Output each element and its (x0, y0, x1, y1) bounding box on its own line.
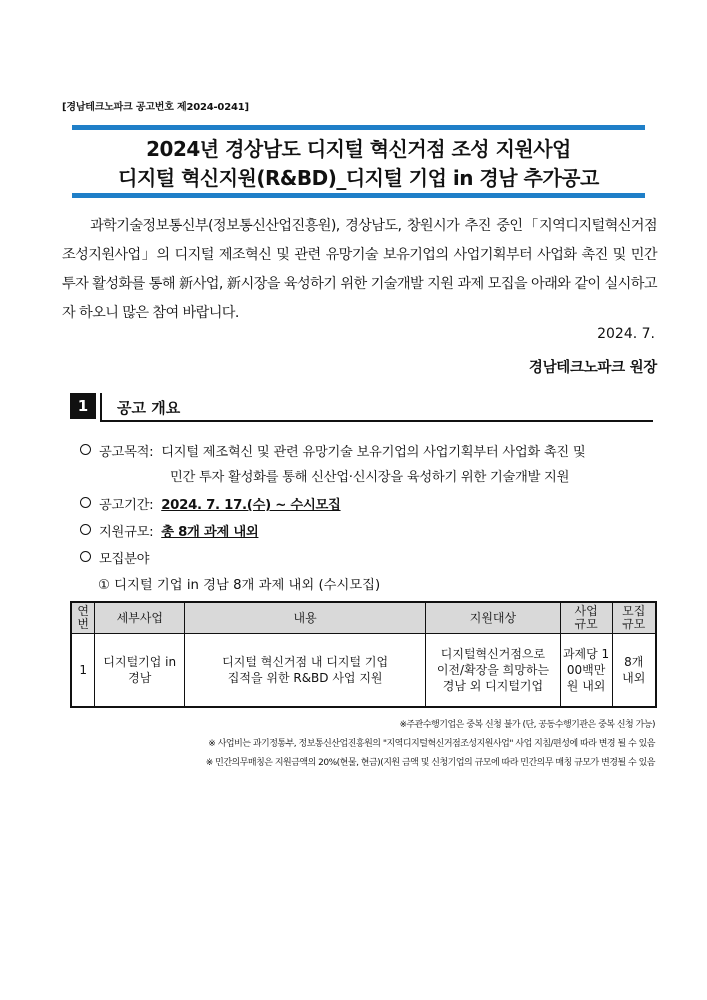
notice-number: [경남테크노파크 공고번호 제2024-0241] (62, 102, 249, 113)
intro-paragraph: 과학기술정보통신부(정보통신산업진흥원), 경상남도, 창원시가 추진 중인「지역디지털혁신거점조성지원사업」의 디지털 제조혁신 및 관련 유망기술 보유기업의 사업기획부터 사업화 촉진 및 민간 투자 활성화를 통해 新사업, 新시장을 육성하기 위한 기술개발 지원 과제 모집을 아래와 같이 실시하고자 하오니 많은 참여 바랍니다. (62, 218, 657, 321)
cell-budget: 과제당 100백만 원 내외 (560, 634, 612, 708)
circle-bullet-icon (80, 444, 91, 455)
cell-target: 디지털혁신거점으로 이전/확장을 희망하는 경남 외 디지털기업 (426, 634, 560, 708)
announcement-date: 2024. 7. (597, 326, 655, 342)
note-2: ※ 사업비는 과기정통부, 정보통신산업진흥원의 "지역디지털혁신거점조성지원사업" 사업 지침/편성에 따라 변경 될 수 있음 (208, 739, 655, 749)
signature: 경남테크노파크 원장 (528, 360, 657, 376)
header-no: 연번 (71, 602, 95, 634)
bullet-period (80, 494, 341, 513)
title-bottom-rule (72, 193, 645, 198)
field-label: 모집분야 (99, 552, 150, 567)
header-target: 지원대상 (426, 602, 560, 634)
bullet-purpose (80, 441, 585, 460)
scale-value: 총 8개 과제 내외 (161, 525, 259, 540)
period-value: 2024. 7. 17.(수) ~ 수시모집 (161, 498, 341, 513)
header-program: 세부사업 (95, 602, 185, 634)
section-divider-vertical (100, 393, 102, 420)
title-line-2: 디지털 혁신지원(R&BD)_디지털 기업 in 경남 추가공고 (118, 166, 599, 190)
header-budget: 사업규모 (560, 602, 612, 634)
cell-content: 디지털 혁신거점 내 디지털 기업 집적을 위한 R&BD 사업 지원 (185, 634, 426, 708)
section-title: 공고 개요 (117, 399, 181, 417)
header-count: 모집규모 (612, 602, 656, 634)
note-3: ※ 민간의무매칭은 지원금액의 20%(현물, 현금)(지원 금액 및 신청기업의 규모에 따라 민간의무 매칭 규모가 변경될 수 있음 (205, 758, 655, 768)
section-number: 1 (70, 393, 96, 419)
cell-program: 디지털기업 in 경남 (95, 634, 185, 708)
circle-bullet-icon (80, 524, 91, 535)
section-underline (100, 420, 653, 422)
purpose-line-2: 민간 투자 활성화를 통해 신산업·신시장을 육성하기 위한 기술개발 지원 (170, 470, 570, 485)
bullet-field (80, 548, 149, 567)
cell-count: 8개 내외 (612, 634, 656, 708)
purpose-line-1: 디지털 제조혁신 및 관련 유망기술 보유기업의 사업기획부터 사업화 촉진 및 (161, 445, 586, 460)
table-header-row (71, 602, 656, 634)
circle-bullet-icon (80, 551, 91, 562)
title-top-rule (72, 125, 645, 130)
note-1: ※주관수행기업은 중복 신청 불가 (단, 공동수행기관은 중복 신청 가능) (399, 720, 655, 730)
circle-bullet-icon (80, 497, 91, 508)
title-line-1: 2024년 경상남도 디지털 혁신거점 조성 지원사업 (146, 137, 571, 161)
field-sub-item: ① 디지털 기업 in 경남 8개 과제 내외 (수시모집) (98, 578, 381, 593)
header-content: 내용 (185, 602, 426, 634)
purpose-label: 공고목적: (99, 445, 154, 460)
recruitment-table (70, 601, 657, 708)
bullet-scale (80, 521, 258, 540)
period-label: 공고기간: (99, 498, 154, 513)
scale-label: 지원규모: (99, 525, 154, 540)
table-row (71, 634, 656, 708)
cell-no: 1 (71, 634, 95, 708)
